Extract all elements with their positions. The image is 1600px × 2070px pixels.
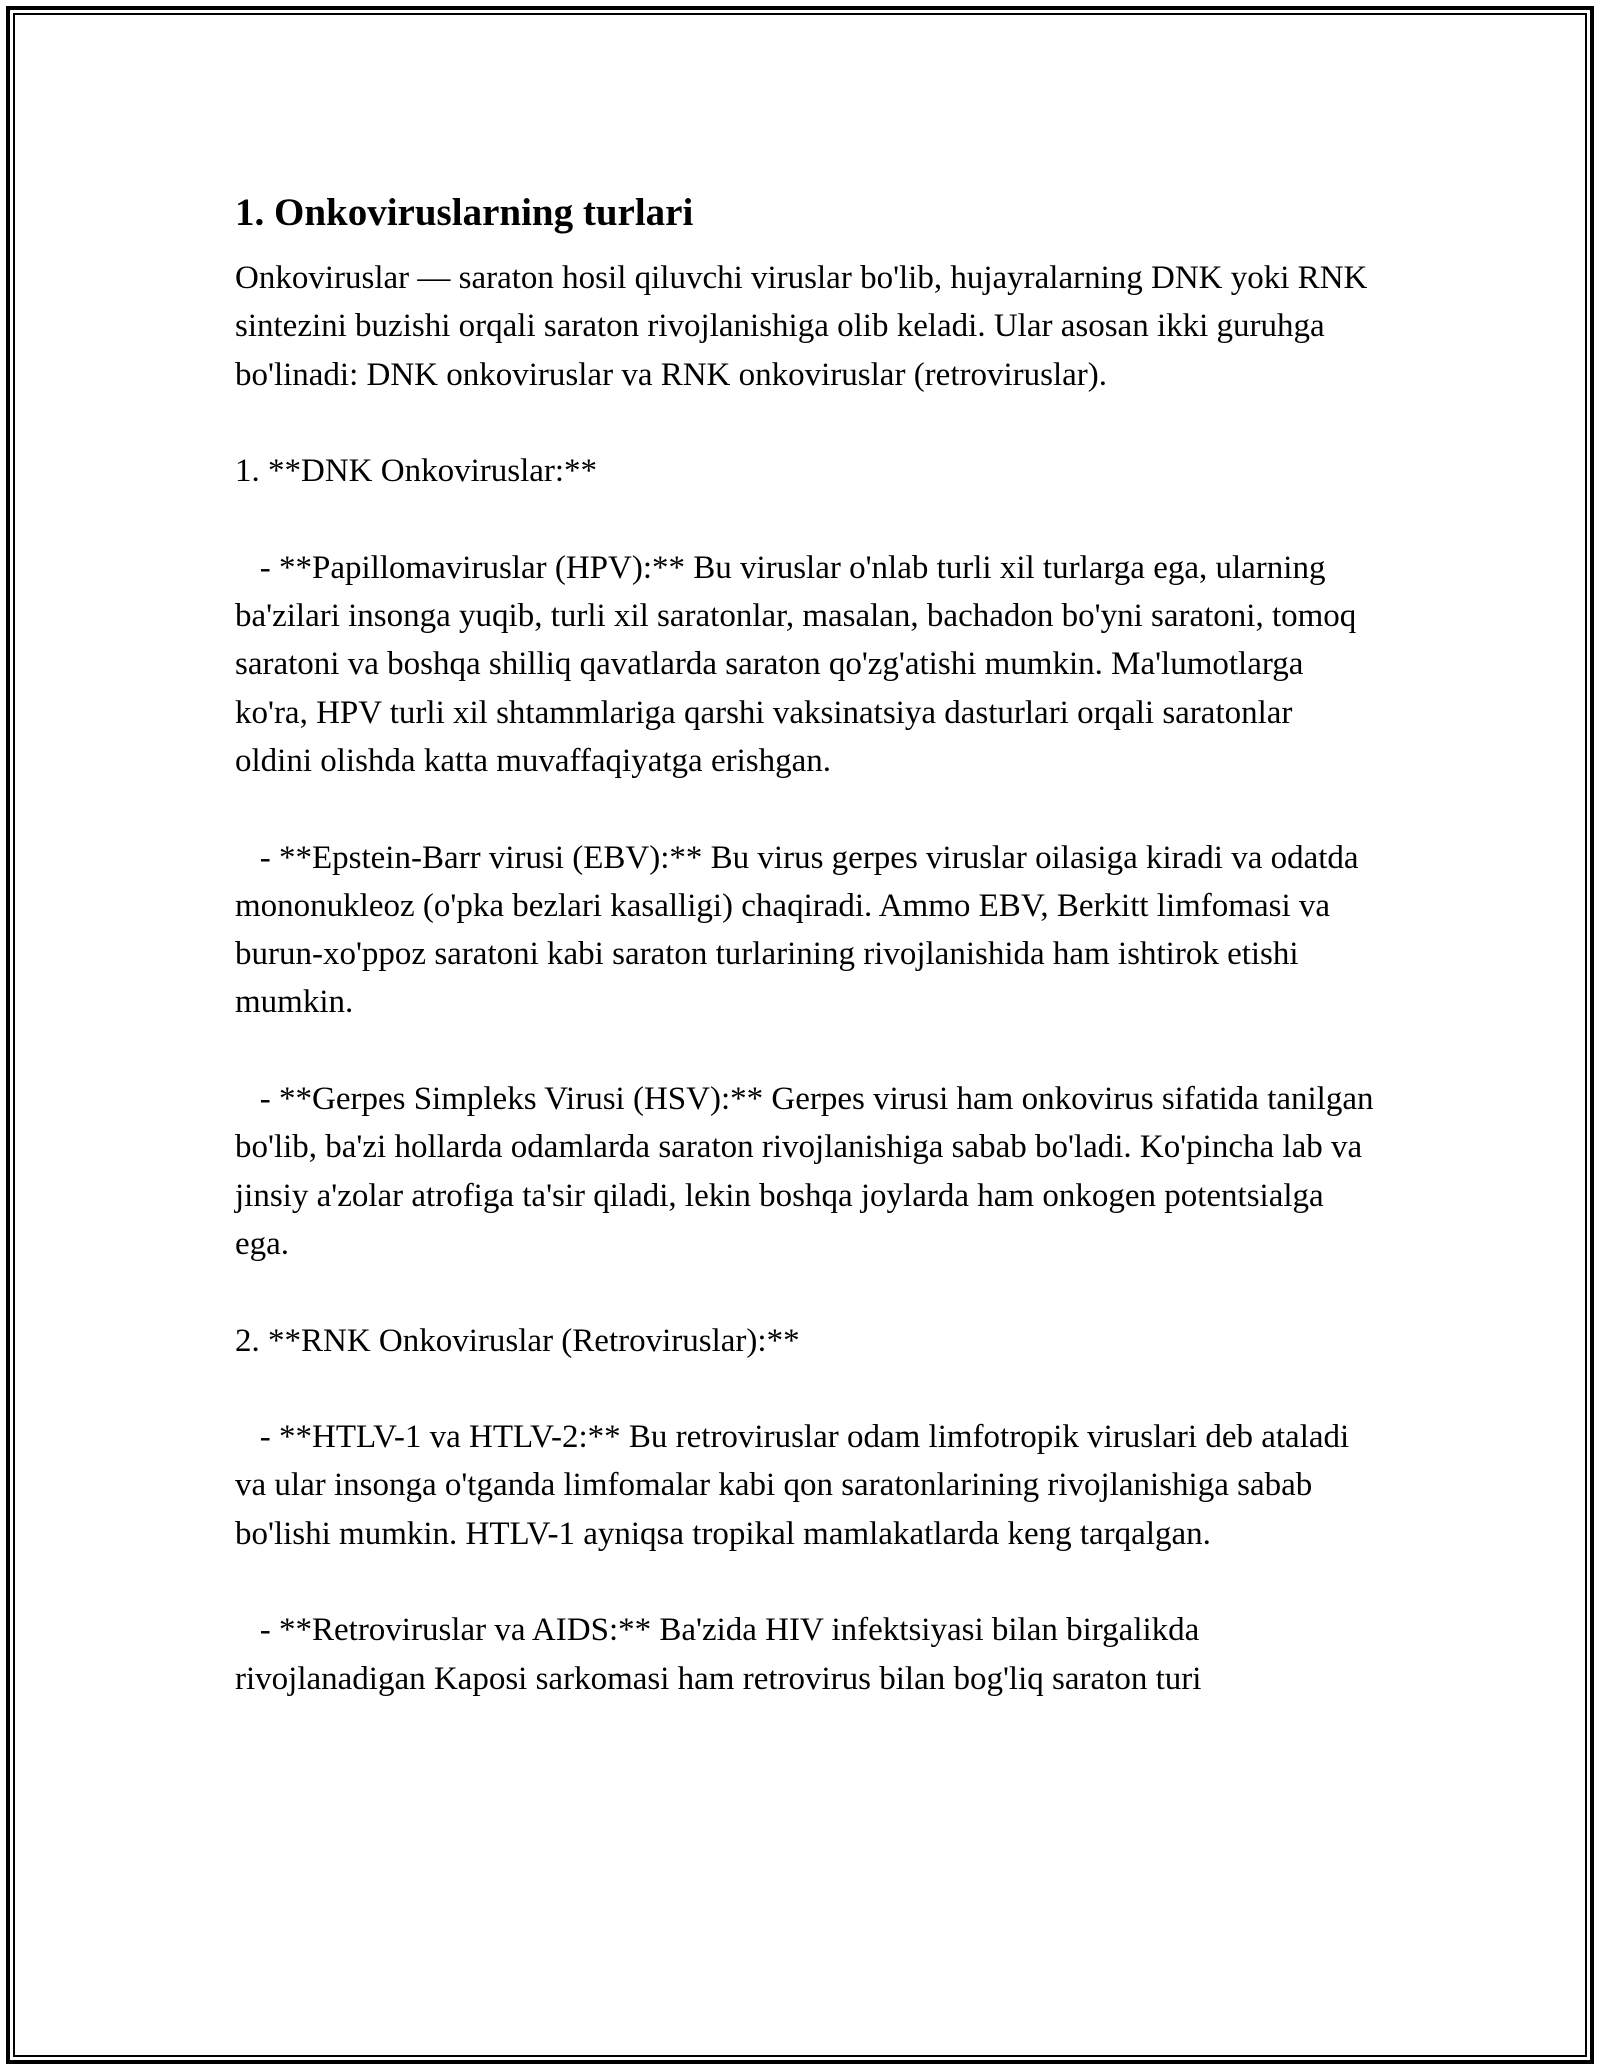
intro-paragraph: Onkoviruslar — saraton hosil qiluvchi viruslar bo'lib, hujayralarning DNK yoki RNK sintezini buzishi orqali saraton rivojlanishiga olib keladi. Ular asosan ikki guruhga bo'linadi: DNK onkoviruslar va RNK onkoviruslar (retroviruslar). xyxy=(235,260,1376,393)
dna-oncoviruses-header: 1. **DNK Onkoviruslar:** xyxy=(235,453,598,490)
paragraph-spacer xyxy=(235,1027,1375,1075)
ebv-paragraph: - **Epstein-Barr virusi (EBV):** Bu virus gerpes viruslar oilasiga kiradi va odatda mononukleoz (o'pka bezlari kasalligi) chaqiradi. Ammo EBV, Berkitt limfomasi va burun-xo'ppoz saratoni kabi saraton turlarining rivojlanishida ham ishtirok etishi mumkin. xyxy=(235,839,1367,1021)
paragraph-spacer xyxy=(235,495,1375,543)
document-body xyxy=(235,185,1382,1703)
retrovirus-aids-paragraph: - **Retroviruslar va AIDS:** Ba'zida HIV infektsiyasi bilan birgalikda rivojlanadigan Kaposi sarkomasi ham retrovirus bilan bog'liq saraton turi xyxy=(235,1612,1208,1697)
hsv-paragraph: - **Gerpes Simpleks Virusi (HSV):** Gerpes virusi ham onkovirus sifatida tanilgan bo'lib, ba'zi hollarda odamlarda saraton rivojlanishiga sabab bo'ladi. Ko'pincha lab va jinsiy a'zolar atrofiga ta'sir qiladi, lekin boshqa joylarda ham onkogen potentsialga ega. xyxy=(235,1081,1382,1262)
paragraph-spacer xyxy=(235,1268,1375,1316)
paragraph-spacer xyxy=(235,1558,1375,1606)
paragraph-spacer xyxy=(235,785,1375,833)
hpv-paragraph: - **Papillomaviruslar (HPV):** Bu viruslar o'nlab turli xil turlarga ega, ularning ba'zilari insonga yuqib, turli xil saratonlar, masalan, bachadon bo'yni saratoni, tomoq saratoni va boshqa shilliq qavatlarda saraton qo'zg'atishi mumkin. Ma'lumotlarga ko'ra, HPV turli xil shtammlariga qarshi vaksinatsiya dasturlari orqali saratonlar oldini olishda katta muvaffaqiyatga erishgan. xyxy=(235,549,1365,779)
section-heading: 1. Onkoviruslarning turlari xyxy=(235,191,694,234)
paragraph-spacer xyxy=(235,399,1375,447)
htlv-paragraph: - **HTLV-1 va HTLV-2:** Bu retroviruslar odam limfotropik viruslari deb ataladi va ular insonga o'tganda limfomalar kabi qon saratonlarining rivojlanishiga sabab bo'lishi mumkin. HTLV-1 ayniqsa tropikal mamlakatlarda keng tarqalgan. xyxy=(235,1419,1358,1552)
paragraph-spacer xyxy=(235,1365,1375,1413)
rna-oncoviruses-header: 2. **RNK Onkoviruslar (Retroviruslar):** xyxy=(235,1322,800,1359)
